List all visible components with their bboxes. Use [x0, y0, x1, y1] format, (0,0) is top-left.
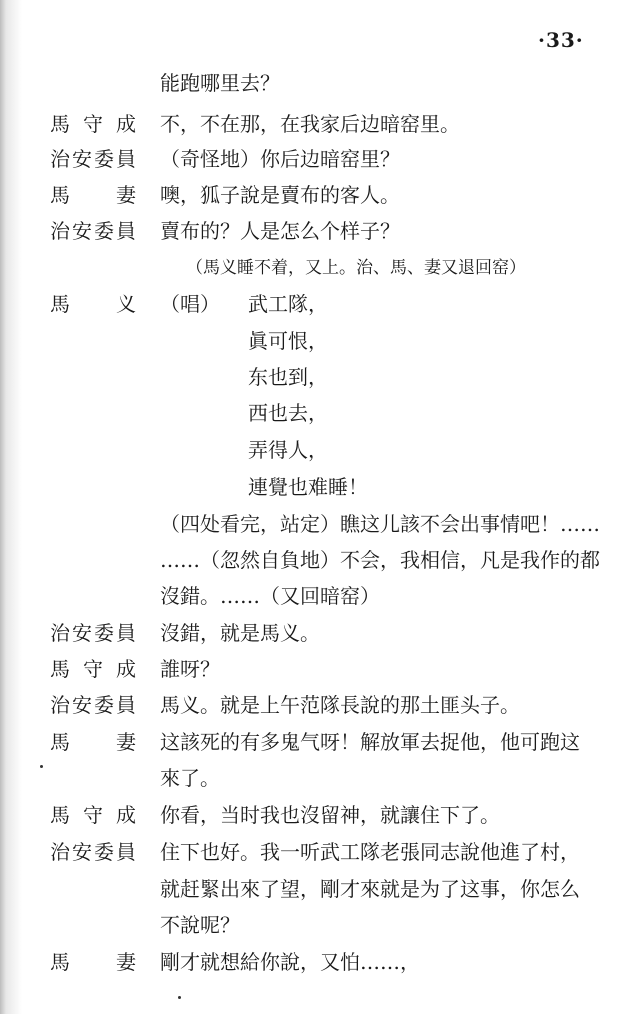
- dialogue-line: 这該死的有多鬼气呀！解放軍去捉他，他可跑这: [160, 730, 580, 754]
- song-line: 弄得人，: [248, 438, 328, 462]
- dialogue-line: （四处看完，站定）瞧这儿該不会出事情吧！……: [160, 512, 600, 536]
- stage-direction: （馬义睡不着，又上。治、馬、妻又退回窑）: [186, 258, 526, 278]
- dialogue-line: 能跑哪里去？: [160, 71, 280, 95]
- song-line: 东也到，: [248, 365, 328, 389]
- speaker-name: 治安委員: [50, 693, 136, 717]
- speaker-name: 馬妻: [50, 730, 136, 754]
- dialogue-line: 馬义。就是上午范隊長說的那土匪头子。: [160, 693, 520, 717]
- speaker-name: 馬守成: [50, 803, 136, 827]
- dialogue-line: （奇怪地）你后边暗窑里？: [160, 147, 400, 171]
- dialogue-line: 沒錯，就是馬义。: [160, 621, 320, 645]
- dialogue-line: 不，不在那，在我家后边暗窑里。: [160, 112, 460, 136]
- stage-direction: （唱）: [160, 292, 220, 316]
- speaker-name: 治安委員: [50, 621, 136, 645]
- dialogue-line: 沒錯。……（又回暗窑）: [160, 584, 380, 608]
- song-line: 武工隊，: [248, 292, 328, 316]
- speaker-name: 馬守成: [50, 657, 136, 681]
- dialogue-line: 賣布的？人是怎么个样子？: [160, 219, 400, 243]
- dialogue-line: 噢，狐子說是賣布的客人。: [160, 183, 400, 207]
- song-line: 西也去，: [248, 401, 328, 425]
- speaker-name: 治安委員: [50, 840, 136, 864]
- print-speck: [40, 765, 43, 768]
- speaker-name: 治安委員: [50, 219, 136, 243]
- dialogue-line: 剛才就想給你說，又怕……，: [160, 950, 420, 974]
- song-line: 眞可恨，: [248, 329, 328, 353]
- dialogue-line: 不說呢？: [160, 913, 240, 937]
- dialogue-line: ……（忽然自負地）不会，我相信，凡是我作的都: [160, 548, 600, 572]
- dialogue-line: 就赶緊出來了望，剛才來就是为了这事，你怎么: [160, 877, 580, 901]
- speaker-name: 馬义: [50, 292, 136, 316]
- speaker-name: 馬守成: [50, 112, 136, 136]
- dialogue-line: 來了。: [160, 766, 220, 790]
- song-line: 連覺也难睡！: [248, 475, 368, 499]
- dialogue-line: 你看，当时我也沒留神，就讓住下了。: [160, 803, 500, 827]
- speaker-name: 馬妻: [50, 183, 136, 207]
- speaker-name: 治安委員: [50, 147, 136, 171]
- speaker-name: 馬妻: [50, 950, 136, 974]
- page-number: ·33·: [538, 28, 584, 52]
- dialogue-line: 住下也好。我一听武工隊老張同志說他進了村，: [160, 840, 580, 864]
- dialogue-line: 誰呀？: [160, 657, 220, 681]
- page-spine-shadow: [0, 0, 22, 1014]
- print-speck: [178, 996, 181, 999]
